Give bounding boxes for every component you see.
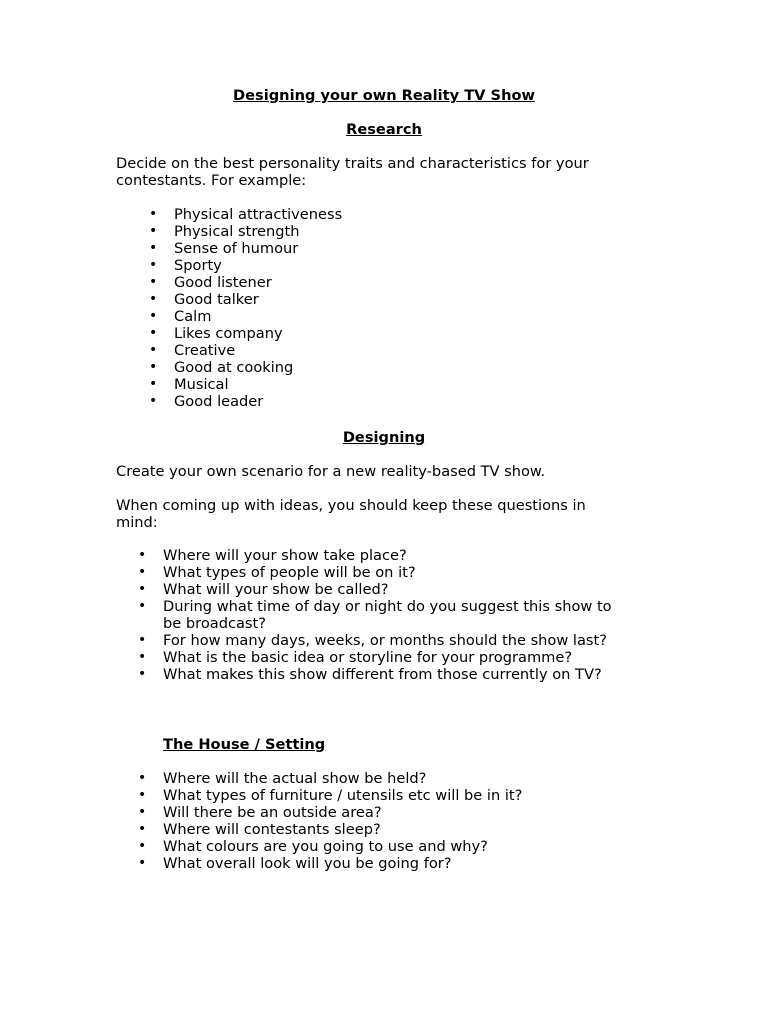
list-item: • What colours are you going to use and why? (138, 838, 488, 855)
list-item: • Physical strength (149, 223, 300, 240)
bullet-icon: • (149, 342, 158, 358)
list-item: • Where will contestants sleep? (138, 821, 381, 838)
list-item: • What will your show be called? (138, 581, 389, 598)
list-item: • Sense of humour (149, 240, 299, 257)
bullet-icon: • (138, 804, 147, 820)
document-title: Designing your own Reality TV Show (233, 87, 535, 104)
bullet-icon: • (138, 838, 147, 854)
bullet-icon: • (149, 257, 158, 273)
list-item: • Good listener (149, 274, 272, 291)
bullet-icon: • (149, 223, 158, 239)
list-item: • Likes company (149, 325, 283, 342)
scenario-paragraph: Create your own scenario for a new reality-based TV show. (116, 463, 546, 480)
list-item: • Good leader (149, 393, 264, 410)
bullet-icon: • (149, 206, 158, 222)
bullet-icon: • (138, 821, 147, 837)
bullet-icon: • (138, 564, 147, 580)
bullet-icon: • (138, 855, 147, 871)
research-intro-line-2: contestants. For example: (116, 172, 307, 189)
bullet-icon: • (138, 787, 147, 803)
bullet-icon: • (138, 581, 147, 597)
research-heading: Research (346, 121, 422, 138)
bullet-icon: • (138, 770, 147, 786)
bullet-icon: • (138, 666, 147, 682)
ideas-paragraph-line-2: mind: (116, 514, 158, 531)
list-item: • During what time of day or night do you suggest this show to be broadcast? (138, 598, 612, 632)
list-item: • Musical (149, 376, 229, 393)
list-item: • Sporty (149, 257, 222, 274)
bullet-icon: • (149, 393, 158, 409)
house-setting-heading: The House / Setting (163, 736, 326, 753)
traits-list (0, 206, 768, 410)
research-intro-line-1: Decide on the best personality traits and characteristics for your (116, 155, 589, 172)
list-item: • Calm (149, 308, 212, 325)
bullet-icon: • (149, 308, 158, 324)
bullet-icon: • (149, 325, 158, 341)
bullet-icon: • (149, 240, 158, 256)
list-item: • Good talker (149, 291, 259, 308)
bullet-icon: • (138, 649, 147, 665)
list-item: • What types of furniture / utensils etc will be in it? (138, 787, 523, 804)
list-item: • What is the basic idea or storyline for your programme? (138, 649, 573, 666)
list-item: • Physical attractiveness (149, 206, 343, 223)
bullet-icon: • (138, 598, 147, 614)
bullet-icon: • (138, 547, 147, 563)
bullet-icon: • (149, 291, 158, 307)
list-item: • Where will your show take place? (138, 547, 407, 564)
house-questions-list (0, 770, 768, 872)
list-item: • For how many days, weeks, or months should the show last? (138, 632, 608, 649)
ideas-paragraph-line-1: When coming up with ideas, you should keep these questions in (116, 497, 586, 514)
bullet-icon: • (149, 376, 158, 392)
list-item: • What makes this show different from those currently on TV? (138, 666, 602, 683)
list-item: • Will there be an outside area? (138, 804, 382, 821)
bullet-icon: • (149, 274, 158, 290)
list-item: • Good at cooking (149, 359, 294, 376)
list-item: • What types of people will be on it? (138, 564, 416, 581)
list-item: • What overall look will you be going for? (138, 855, 452, 872)
bullet-icon: • (138, 632, 147, 648)
bullet-icon: • (149, 359, 158, 375)
designing-heading: Designing (342, 429, 426, 446)
design-questions-list (0, 547, 768, 683)
list-item: • Where will the actual show be held? (138, 770, 427, 787)
list-item: • Creative (149, 342, 236, 359)
